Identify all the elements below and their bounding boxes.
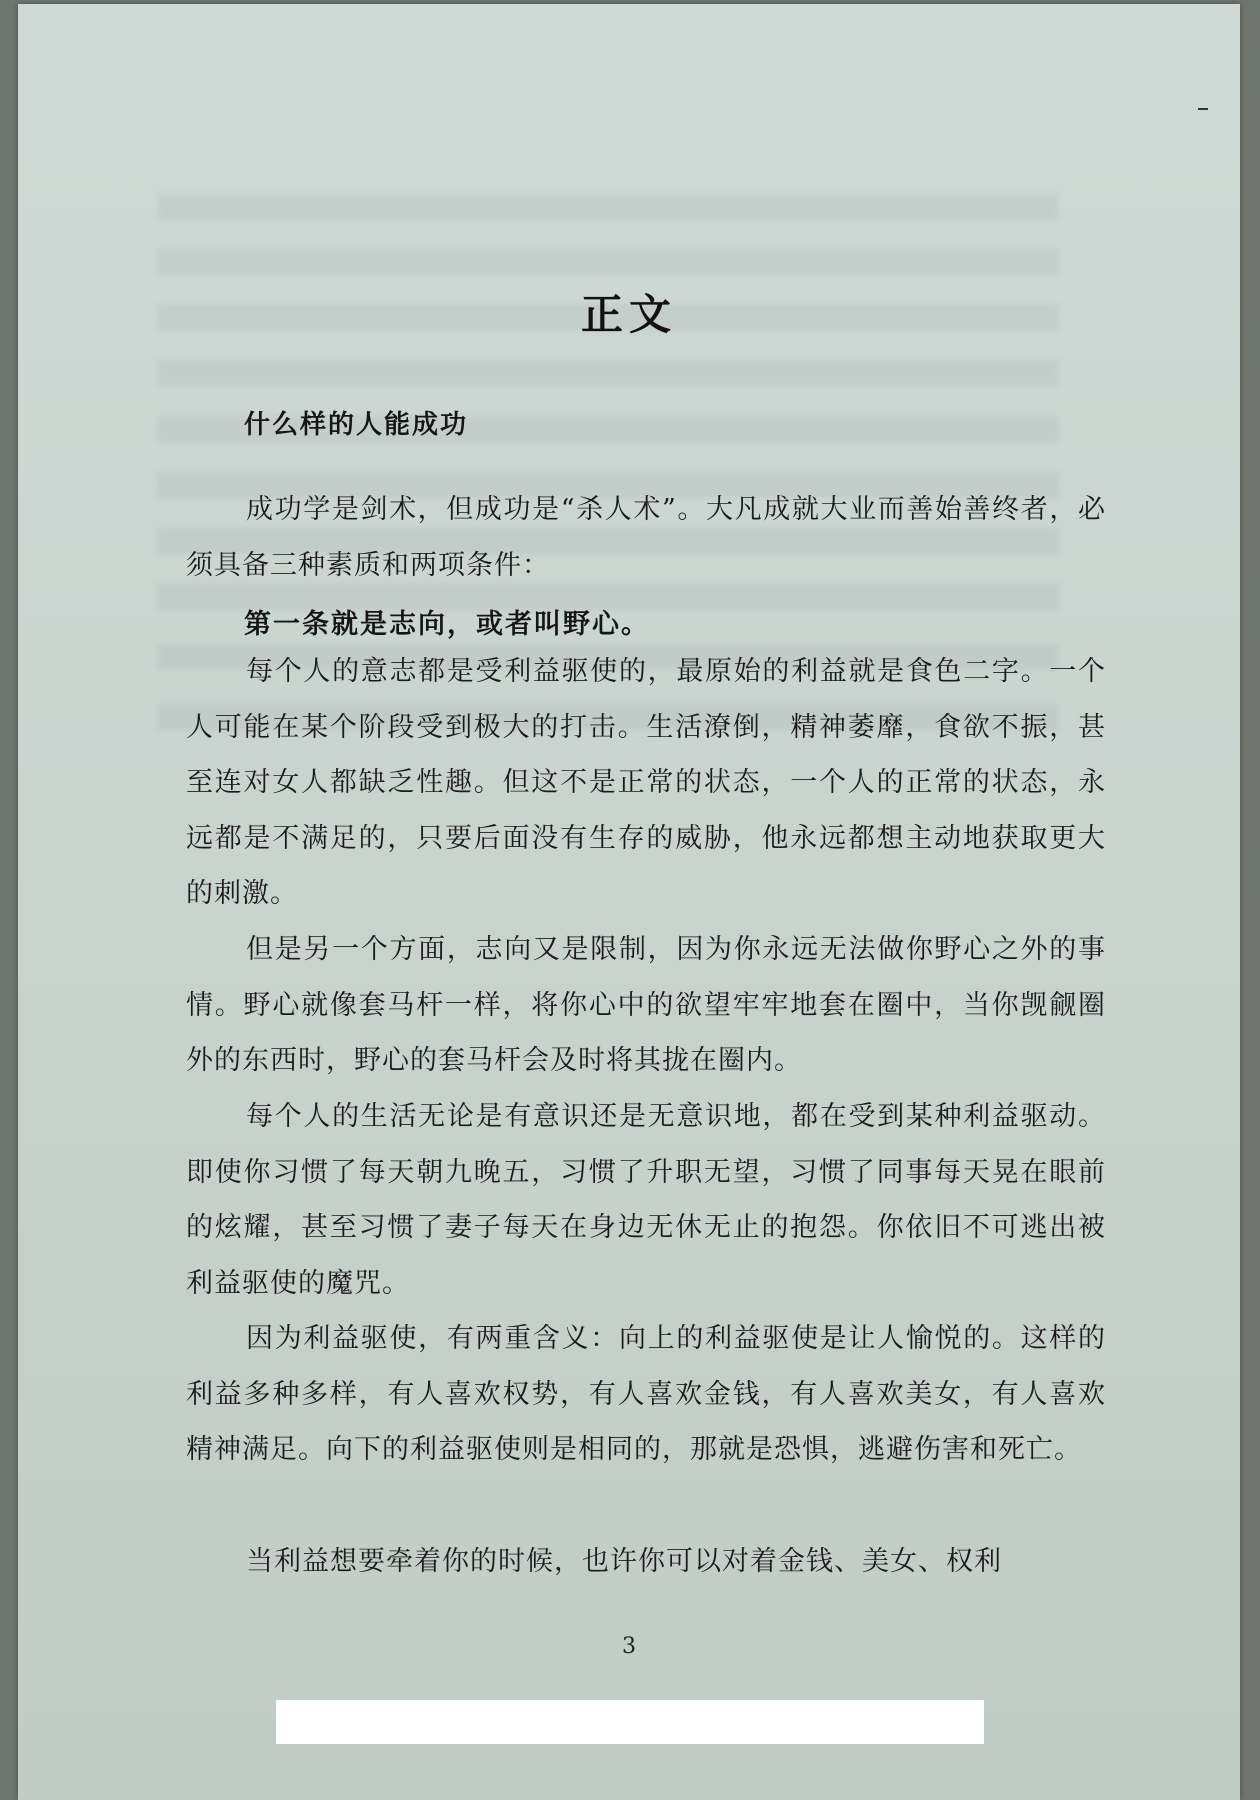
paragraph: 每个人的生活无论是有意识还是无意识地，都在受到某种利益驱动。即使你习惯了每天朝九晚五，习惯了升职无望，习惯了同事每天晃在眼前的炫耀，甚至习惯了妻子每天在身边无休无止的抱怨。你依旧不可逃出被利益驱使的魔咒。 — [186, 1101, 1106, 1299]
document-page — [18, 4, 1240, 1800]
bleed-through-line — [158, 248, 1058, 274]
paragraph: 每个人的意志都是受利益驱使的，最原始的利益就是食色二字。一个人可能在某个阶段受到极大的打击。生活潦倒，精神萎靡，食欲不振，甚至连对女人都缺乏性趣。但这不是正常的状态，一个人的正常的状态，永远都是不满足的，只要后面没有生存的威胁，他永远都想主动地获取更大的刺激。 — [186, 656, 1106, 909]
scan-mark — [1198, 108, 1208, 110]
page-number: 3 — [622, 1634, 636, 1659]
paragraph: 因为利益驱使，有两重含义：向上的利益驱使是让人愉悦的。这样的利益多种多样，有人喜欢权势，有人喜欢金钱，有人喜欢美女，有人喜欢精神满足。向下的利益驱使则是相同的，那就是恐惧，逃避伤害和死亡。 — [186, 1323, 1106, 1465]
subheading: 第一条就是志向，或者叫野心。 — [244, 609, 650, 640]
section-heading: 什么样的人能成功 — [244, 410, 469, 440]
page-title: 正文 — [580, 290, 677, 339]
paragraph: 当利益想要牵着你的时候，也许你可以对着金钱、美女、权利 — [246, 1546, 1002, 1577]
paragraph: 但是另一个方面，志向又是限制，因为你永远无法做你野心之外的事情。野心就像套马杆一样，将你心中的欲望牢牢地套在圈中，当你觊觎圈外的东西时，野心的套马杆会及时将其拢在圈内。 — [186, 934, 1106, 1076]
bleed-through-line — [158, 194, 1058, 220]
paragraph-intro: 成功学是剑术，但成功是“杀人术”。大凡成就大业而善始善终者，必须具备三种素质和两项条件： — [186, 494, 1106, 581]
bleed-through-line — [158, 360, 1058, 386]
redaction-box — [276, 1700, 984, 1744]
